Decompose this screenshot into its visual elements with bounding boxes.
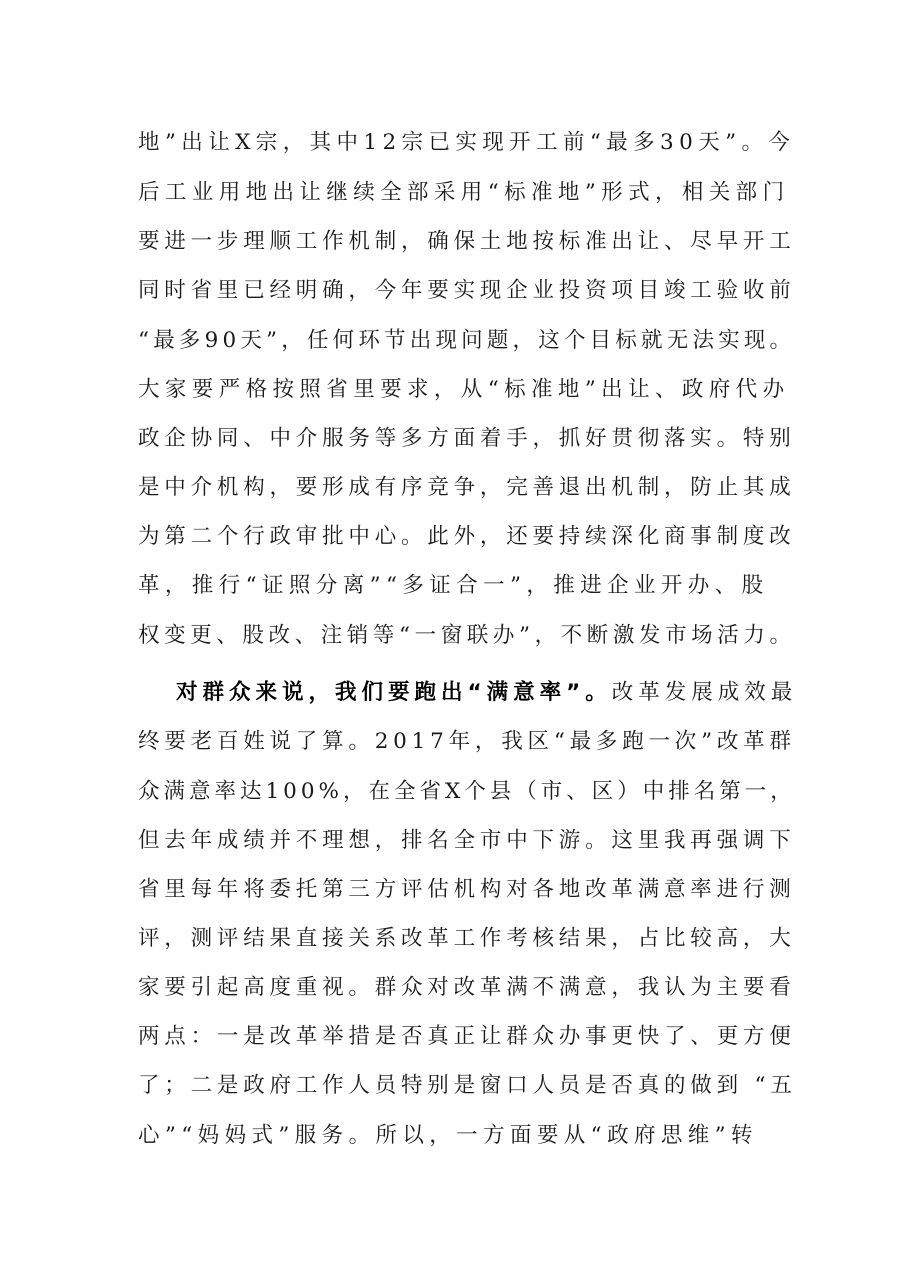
text-line: 同时省里已经明确，今年要实现企业投资项目竣工验收前 xyxy=(138,278,796,303)
text-line: 两点：一是改革举措是否真正让群众办事更快了、更方便 xyxy=(138,1024,796,1049)
text-line: 革，推行“证照分离”“多证合一”，推进企业开办、股 xyxy=(138,573,769,598)
paragraph-first-line xyxy=(176,677,797,709)
text-line: 了；二是政府工作人员特别是窗口人员是否真的做到 “五 xyxy=(138,1073,797,1098)
text-line: 心”“妈妈式”服务。所以，一方面要从“政府思维”转 xyxy=(138,1123,758,1148)
text-line: 政企协同、中介服务等多方面着手，抓好贯彻落实。特别 xyxy=(138,426,796,451)
text-line: 评，测评结果直接关系改革工作考核结果，占比较高，大 xyxy=(138,926,796,951)
text-line: 地”出让X宗，其中12宗已实现开工前“最多30天”。今 xyxy=(138,130,796,155)
text-line-rest: 改革发展成效最 xyxy=(611,680,798,705)
text-line: 家要引起高度重视。群众对改革满不满意，我认为主要看 xyxy=(138,975,796,1000)
text-line: 权变更、股改、注销等“一窗联办”，不断激发市场活力。 xyxy=(138,623,796,648)
text-line: 为第二个行政审批中心。此外，还要持续深化商事制度改 xyxy=(138,524,796,549)
text-line: 终要老百姓说了算。2017年，我区“最多跑一次”改革群 xyxy=(138,729,796,754)
text-line: “最多90天”，任何环节出现问题，这个目标就无法实现。 xyxy=(138,328,796,353)
text-line: 后工业用地出让继续全部采用“标准地”形式，相关部门 xyxy=(138,180,790,205)
text-line: 众满意率达100%，在全省X个县（市、区）中排名第一， xyxy=(138,779,796,804)
text-line: 大家要严格按照省里要求，从“标准地”出让、政府代办 xyxy=(138,377,790,402)
text-line: 要进一步理顺工作机制，确保土地按标准出让、尽早开工 xyxy=(138,229,796,254)
text-line: 但去年成绩并不理想，排名全市中下游。这里我再强调下 xyxy=(138,828,796,853)
text-line: 是中介机构，要形成有序竞争，完善退出机制，防止其成 xyxy=(138,475,796,500)
paragraph-heading: 对群众来说，我们要跑出“满意率”。 xyxy=(176,680,612,705)
text-line: 省里每年将委托第三方评估机构对各地改革满意率进行测 xyxy=(138,877,796,902)
